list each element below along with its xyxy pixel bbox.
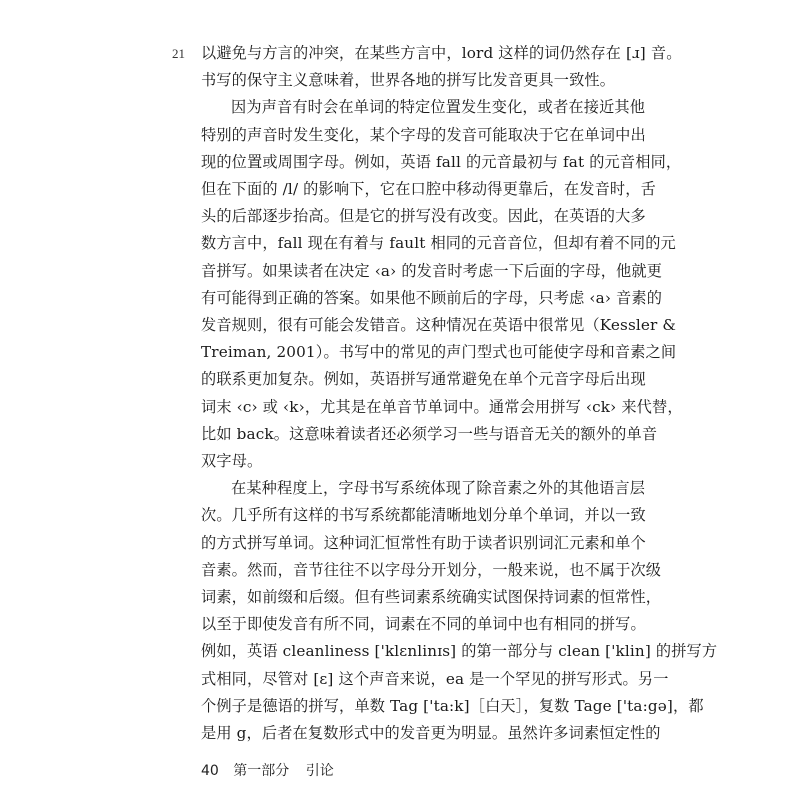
text-line: 现的位置或周围字母。例如，英语 fall 的元音最初与 fat 的元音相同， — [201, 152, 682, 171]
text-line: 头的后部逐步抬高。但是它的拼写没有改变。因此，在英语的大多 — [201, 207, 646, 226]
text-line: 特别的声音时发生变化，某个字母的发音可能取决于它在单词中出 — [201, 125, 646, 144]
text-line: 但在下面的 /l/ 的影响下，它在口腔中移动得更靠后，在发音时，舌 — [201, 180, 656, 198]
text-line: 双字母。 — [201, 452, 263, 470]
text-line: 次。几乎所有这样的书写系统都能清晰地划分单个单词，并以一致 — [201, 506, 646, 525]
text-line: 词素，如前缀和后缀。但有些词素系统确实试图保持词素的恒常性， — [201, 588, 662, 606]
text-line: 书写的保守主义意味着，世界各地的拼写比发音更具一致性。 — [201, 71, 616, 90]
paragraph-start-line: 在某种程度上，字母书写系统体现了除音素之外的其他语言层 — [231, 479, 646, 498]
text-line: 的联系更加复杂。例如，英语拼写通常避免在单个元音字母后出现 — [201, 370, 646, 389]
paragraph-start-line: 因为声音有时会在单词的特定位置发生变化，或者在接近其他 — [231, 98, 646, 117]
text-line: 以避免与方言的冲突，在某些方言中，lord 这样的词仍然存在 [ɹ] 音。 — [201, 44, 682, 62]
text-line: 是用 g，后者在复数形式中的发音更为明显。虽然许多词素恒定性的 — [201, 724, 661, 742]
footer-page-number: 40 — [201, 763, 219, 779]
text-line: 音素。然而，音节往往不以字母分开划分，一般来说，也不属于次级 — [201, 560, 662, 579]
page-footer — [201, 760, 334, 780]
text-line: 词末 ‹c› 或 ‹k›，尤其是在单音节单词中。通常会用拼写 ‹ck› 来代替， — [201, 397, 683, 416]
footer-section-label: 引论 — [305, 763, 334, 779]
text-line: 比如 back。这意味着读者还必须学习一些与语音无关的额外的单音 — [201, 424, 658, 443]
text-line: Treiman, 2001）。书写中的常见的声门型式也可能使字母和音素之间 — [201, 343, 677, 362]
text-line: 以至于即使发音有所不同，词素在不同的单词中也有相同的拼写。 — [201, 615, 646, 634]
text-line: 例如，英语 cleanliness ['klɛnlinɪs] 的第一部分与 clean ['klin] 的拼写方 — [201, 642, 718, 661]
text-line: 发音规则，很有可能会发错音。这种情况在英语中很常见（Kessler & — [201, 316, 677, 334]
text-line: 有可能得到正确的答案。如果他不顾前后的字母，只考虑 ‹a› 音素的 — [201, 288, 663, 307]
footer-part-label: 第一部分 — [233, 763, 290, 779]
text-line: 式相同，尽管对 [ɛ] 这个声音来说，ea 是一个罕见的拼写形式。另一 — [201, 669, 669, 688]
margin-page-reference: 21 — [172, 46, 185, 61]
text-line: 个例子是德语的拼写，单数 Tag ['ta:k]［白天］，复数 Tage ['ta:gə]，都 — [201, 696, 704, 715]
text-line: 的方式拼写单词。这种词汇恒常性有助于读者识别词汇元素和单个 — [201, 533, 646, 552]
text-line: 音拼写。如果读者在决定 ‹a› 的发音时考虑一下后面的字母，他就更 — [201, 261, 663, 280]
text-line: 数方言中，fall 现在有着与 fault 相同的元音音位，但却有着不同的元 — [201, 234, 676, 253]
